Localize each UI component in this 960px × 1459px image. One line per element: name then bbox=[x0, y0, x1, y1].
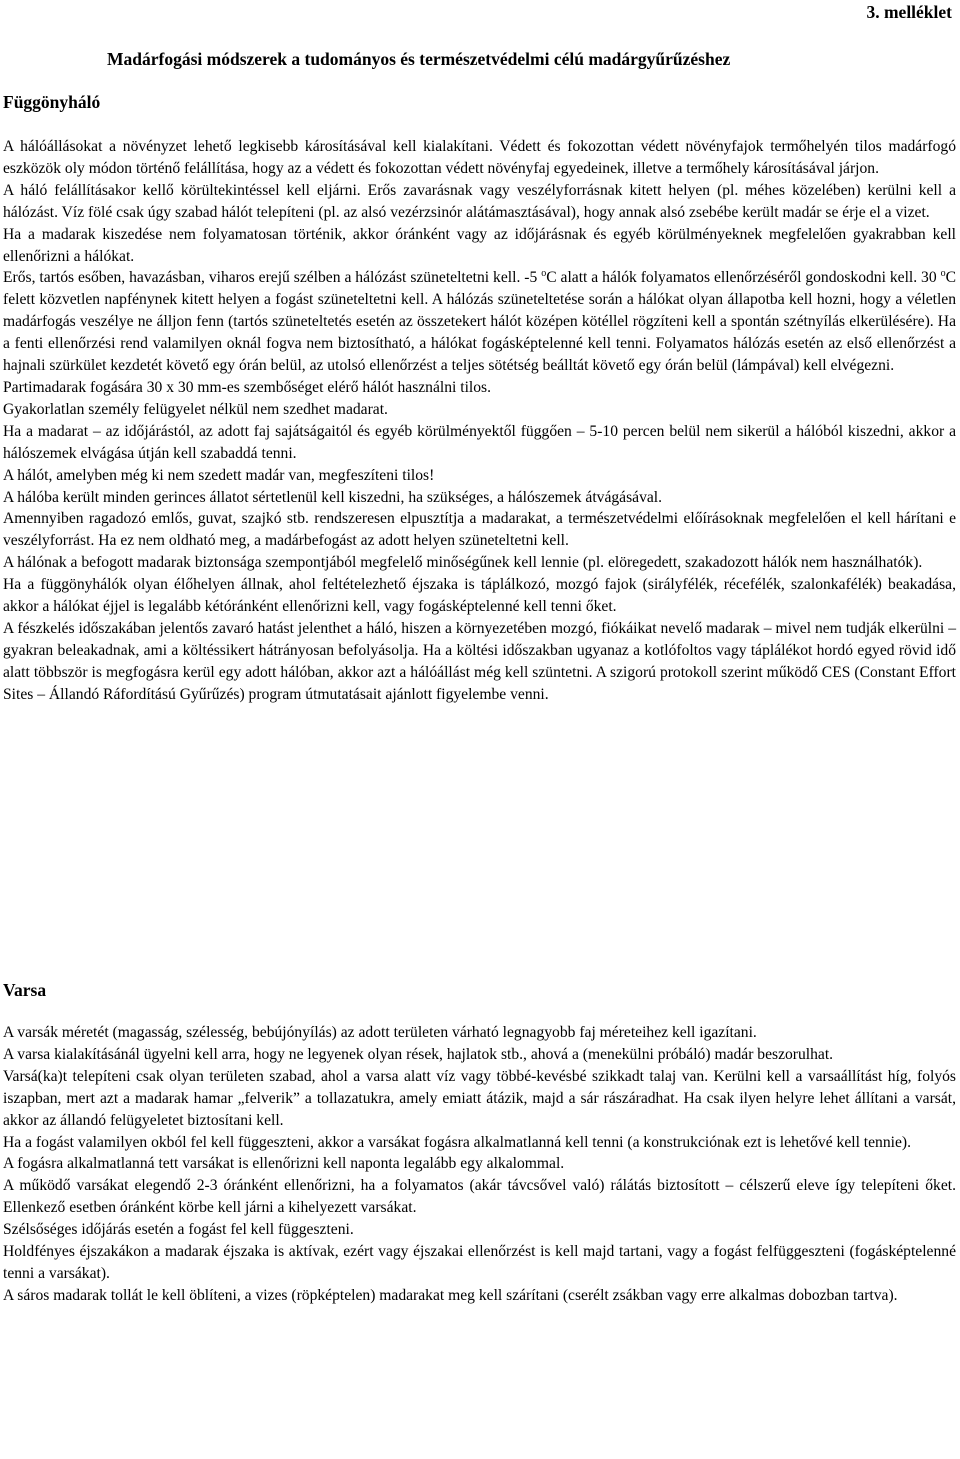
paragraph: Ha a madarat – az időjárástól, az adott faj sajátságaitól és egyéb körülményektől függően – 5-10 percen belül nem sikerül a hálóból kiszedni, akkor a hálószemek elvágása útján kell szabaddá tenni. bbox=[3, 422, 956, 462]
section-heading-varsa: Varsa bbox=[3, 980, 47, 1000]
text-run: Erős, tartós esőben, havazásban, viharos erejű szélben a hálózást szüneteltetni kell. -5 bbox=[3, 269, 542, 287]
paragraph: A hálót, amelyben még ki nem szedett madár van, megfeszíteni tilos! bbox=[3, 466, 435, 484]
paragraph: Gyakorlatlan személy felügyelet nélkül nem szedhet madarat. bbox=[3, 400, 388, 418]
paragraph: A varsa kialakításánál ügyelni kell arra, hogy ne legyenek olyan rések, hajlatok stb., ahová a (menekülni próbáló) madár beszorulhat. bbox=[3, 1045, 834, 1063]
paragraph: Holdfényes éjszakákon a madarak éjszaka is aktívak, ezért vagy éjszakai ellenőrzést is kell majd tartani, vagy a fogást felfüggeszteni (fogásképtelenné tenni a varsákat). bbox=[3, 1243, 956, 1282]
paragraph: Amennyiben ragadozó emlős, guvat, szajkó stb. rendszeresen elpusztítja a madarakat, a természetvédelmi előírásoknak megfelelően el kell hárítani e veszélyforrást. Ha ez nem oldható meg, a madárbefogást az adott helyen szüneteltetni kell. bbox=[3, 510, 956, 550]
paragraph: Szélsőséges időjárás esetén a fogást fel kell függeszteni. bbox=[3, 1221, 354, 1239]
paragraph: Partimadarak fogására 30 x 30 mm-es szembőséget elérő hálót használni tilos. bbox=[3, 378, 492, 396]
paragraph-with-temperatures bbox=[3, 267, 956, 377]
text-run: C alatt a hálók folyamatos ellenőrzéséről gondoskodni kell. 30 bbox=[546, 269, 941, 287]
section-body-fuggonyhalo bbox=[3, 136, 956, 706]
paragraph: Ha a fogást valamilyen okból fel kell függeszteni, akkor a varsákat fogásra alkalmatlanná kell tenni (a konstrukciónak ezt is lehetővé kell tennie). bbox=[3, 1133, 912, 1151]
paragraph: A háló felállításakor kellő körültekintéssel kell eljárni. Erős zavarásnak vagy veszélyforrásnak kitett helyen (pl. méhes közelében) kerülni kell a hálózást. Víz fölé csak úgy szabad hálót telepíteni (pl. az alsó vezérzsinór alátámasztásával), hogy annak alsó zsebébe került madár se érje el a vizet. bbox=[3, 181, 956, 221]
annex-label: 3. melléklet bbox=[866, 2, 952, 22]
paragraph: A fészkelés időszakában jelentős zavaró hatást jelenthet a háló, hiszen a környezetében mozgó, fiókáikat nevelő madarak – mivel nem tudják elkerülni – gyakran beleakadnak, ami a költéssikert hátrányosan befolyásolja. Ha a költési időszakban ugyanaz a kotlófoltos vagy táplálékot hordó egyed rövid idő alatt többször is megfogásra kerül egy adott hálóban, akkor azt a hálóállást még kell szüntetni. A szigorú protokoll szerint működő CES (Constant Effort Sites – Állandó Ráfordítású Gyűrűzés) program útmutatásait ajánlott figyelembe venni. bbox=[3, 619, 956, 703]
paragraph: A sáros madarak tollát le kell öblíteni, a vizes (röpképtelen) madarakat meg kell szárítani (cserélt zsákban vagy erre alkalmas dobozban tartva). bbox=[3, 1286, 898, 1304]
paragraph: Ha a madarak kiszedése nem folyamatosan történik, akkor óránként vagy az időjárásnak és egyéb körülményeknek megfelelően gyakrabban kell ellenőrizni a hálókat. bbox=[3, 225, 956, 265]
section-heading-fuggonyhalo: Függönyháló bbox=[3, 92, 101, 112]
degree-sign: o bbox=[541, 268, 547, 280]
paragraph: A hálónak a befogott madarak biztonsága szempontjából megfelelő minőségűnek kell lennie (pl. elöregedett, szakadozott hálók nem használhatók). bbox=[3, 554, 923, 572]
text-run: C felett közvetlen napfénynek kitett helyen a fogást szüneteltetni kell. A hálózás szüneteltetése során a hálókat olyan állapotba kell hozni, hogy a véletlen madárfogás veszélye ne álljon fenn (tartós szüneteltetés esetén az összetekert hálót középen kötéllel rögzíteni kell a spontán szétnyílás elkerülésére). Ha a fenti ellenőrzési rend valamilyen oknál fogva nem biztosítható, a hálókat fogásképtelenné kell tenni. Folyamatos hálózás esetén az első ellenőrzést a hajnali szürkület kezdetét követő egy órán belül, az utolsó ellenőrzést a teljes sötétség beálltát követő egy órán belül (lámpával) kell elvégezni. bbox=[3, 269, 956, 375]
section-body-varsa bbox=[3, 1022, 956, 1307]
paragraph: A működő varsákat elegendő 2-3 óránként ellenőrizni, ha a folyamatos (akár távcsővel való) rálátás biztosított – célszerű eleve így telepíteni őket. Ellenkező esetben óránként körbe kell járni a kihelyezett varsákat. bbox=[3, 1177, 956, 1217]
paragraph: A varsák méretét (magasság, szélesség, bebújónyílás) az adott területen várható legnagyobb faj méreteihez kell igazítani. bbox=[3, 1024, 757, 1041]
paragraph: A hálóba került minden gerinces állatot sértetlenül kell kiszedni, ha szükséges, a hálószemek átvágásával. bbox=[3, 488, 663, 506]
paragraph: Ha a függönyhálók olyan élőhelyen állnak, ahol feltételezhető éjszaka is táplálkozó, mozgó fajok (sirályfélék, récefélék, szalonkafélék) beakadása, akkor a hálókat éjjel is legalább kétóránként ellenőrizni kell, vagy fogásképtelenné kell tenni őket. bbox=[3, 576, 956, 616]
paragraph: Varsá(ka)t telepíteni csak olyan területen szabad, ahol a varsa alatt víz vagy többé-kevésbé szikkadt talaj van. Kerülni kell a varsaállítást híg, folyós iszapban, mert azt a madarak hamar „felverik” a tollazatukra, amely emiatt átázik, majd a sár rászáradhat. Ha csak ilyen helyre lehet állítani a varsát, akkor az állandó felügyeletet biztosítani kell. bbox=[3, 1067, 956, 1129]
paragraph: A hálóállásokat a növényzet lehető legkisebb károsításával kell kialakítani. Védett és fokozottan védett növényfajok termőhelyén tilos madárfogó eszközök oly módon történő felállítása, hogy az a védett és fokozottan védett növényfaj egyedeinek, illetve a termőhely károsításával járjon. bbox=[3, 138, 956, 177]
document-title: Madárfogási módszerek a tudományos és természetvédelmi célú madárgyűrűzéshez bbox=[107, 49, 731, 69]
degree-sign: o bbox=[940, 268, 946, 280]
paragraph: A fogásra alkalmatlanná tett varsákat is ellenőrizni kell naponta legalább egy alkalommal. bbox=[3, 1155, 565, 1173]
